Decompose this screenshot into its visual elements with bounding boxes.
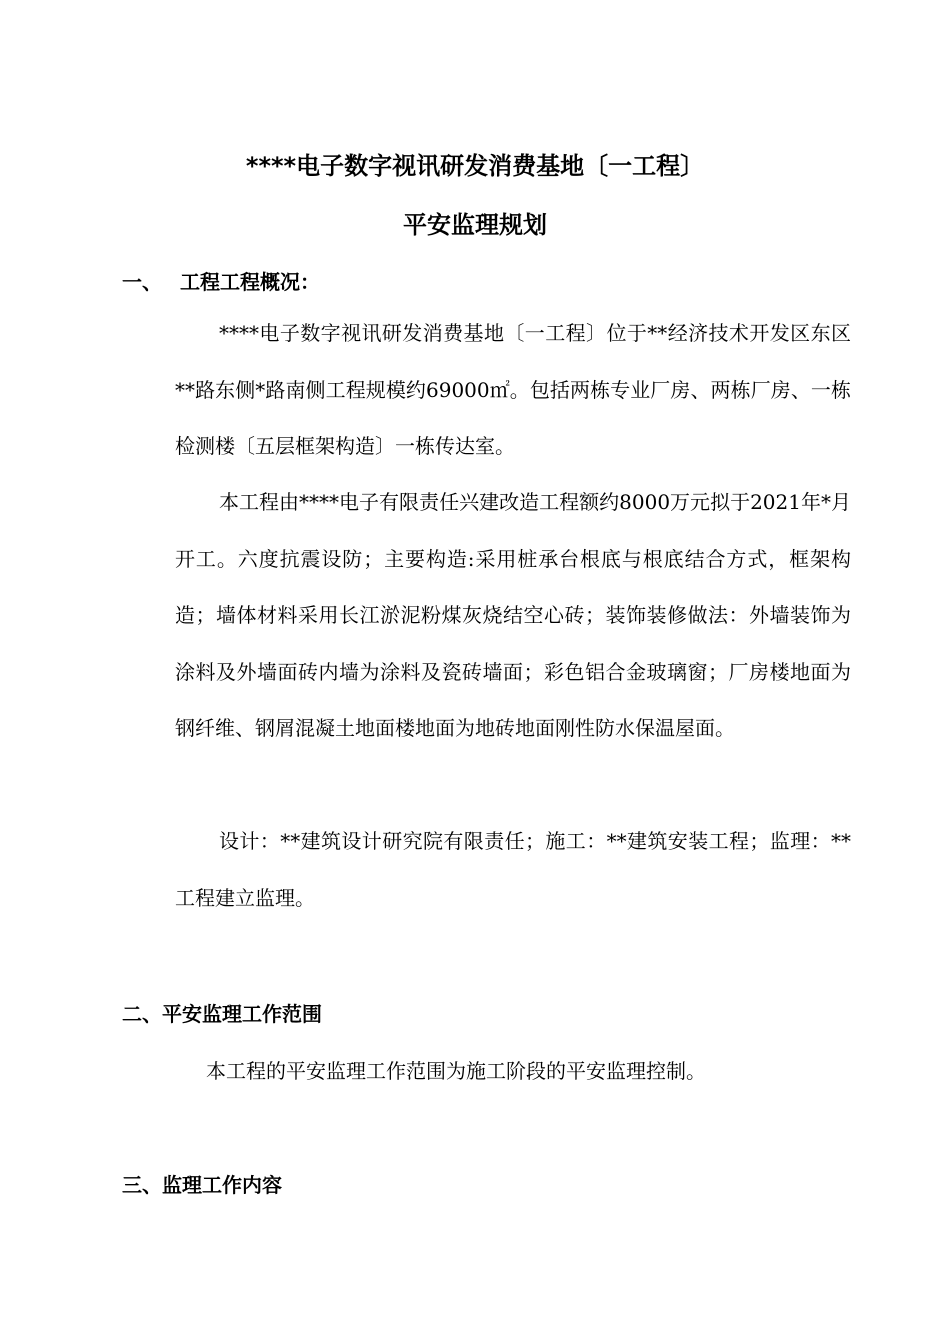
document-subtitle: 平安监理规划 — [403, 211, 547, 239]
section-1-paragraph-1: ****电子数字视讯研发消费基地〔一工程〕位于**经济技术开发区东区**路东侧*路南侧工程规模约69000㎡。包括两栋专业厂房、两栋厂房、一栋检测楼〔五层框架构造〕一栋传达室。 — [175, 321, 851, 458]
section-3-heading: 三、监理工作内容 — [122, 1173, 282, 1197]
section-1-heading — [122, 266, 320, 295]
section-1-paragraph-3: 设计：**建筑设计研究院有限责任；施工：**建筑安装工程；监理：**工程建立监理。 — [175, 829, 851, 910]
document-title: ****电子数字视讯研发消费基地〔一工程〕 — [245, 152, 705, 180]
section-2-paragraph: 本工程的平安监理工作范围为施工阶段的平安监理控制。 — [206, 1059, 706, 1083]
section-1-title: 工程工程概况： — [180, 270, 320, 294]
section-2-heading: 二、平安监理工作范围 — [122, 1002, 322, 1026]
section-1-paragraph-2: 本工程由****电子有限责任兴建改造工程额约8000万元拟于2021年*月开工。六度抗震设防；主要构造:采用桩承台根底与根底结合方式，框架构造；墙体材料采用长江淤泥粉煤灰烧结空心砖；装饰装修做法：外墙装饰为涂料及外墙面砖内墙为涂料及瓷砖墙面；彩色铝合金玻璃窗；厂房楼地面为钢纤维、钢屑混凝土地面楼地面为地砖地面刚性防水保温屋面。 — [175, 490, 851, 740]
section-1-number: 一、 — [122, 270, 162, 294]
